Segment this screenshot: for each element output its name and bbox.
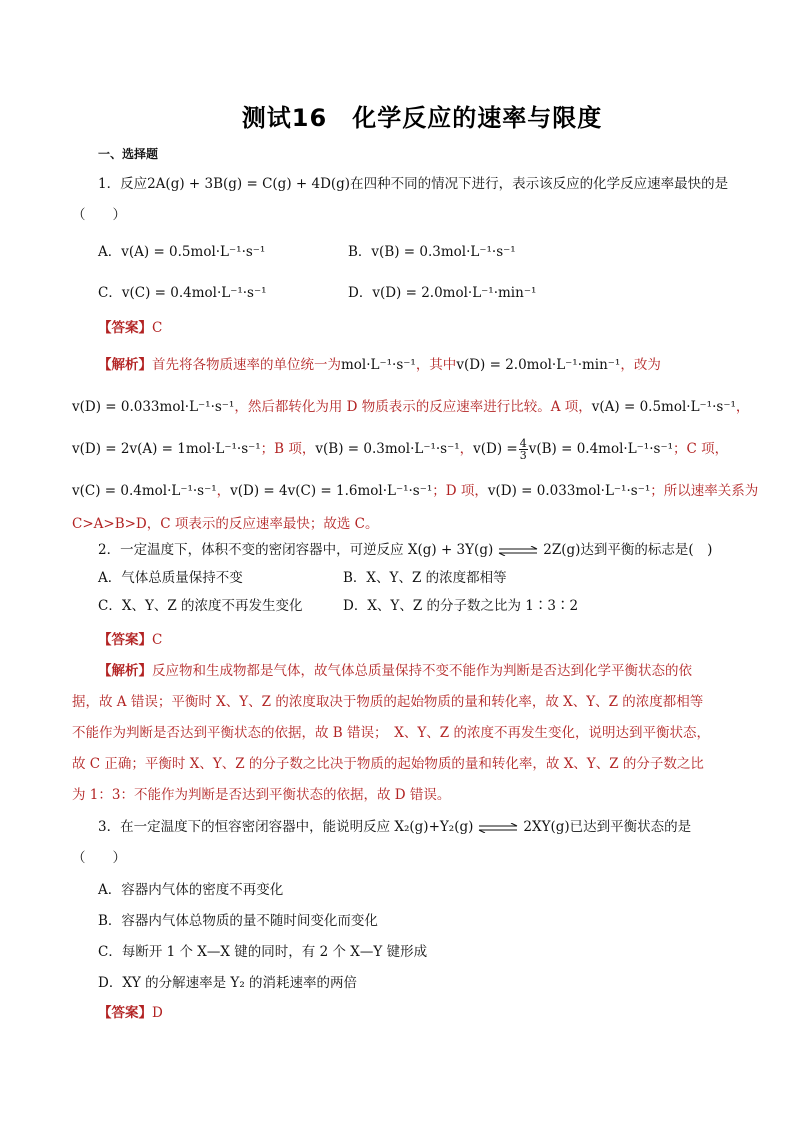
q2-analysis-line-3: 不能作为判断是否达到平衡状态的依据，故 B 错误； X、Y、Z 的浓度不再发生变化，说明达到平衡状态， xyxy=(72,725,710,741)
q2-a1: 反应物和生成物都是气体，故气体总质量保持不变不能作为判断是否达到化学平衡状态的依 xyxy=(152,663,692,679)
q3-paren: （ ） xyxy=(72,850,126,866)
q1-a3-expr3b: v(B) = 0.4mol·L⁻¹·s⁻¹ xyxy=(528,441,673,457)
q1-analysis-line-2 xyxy=(72,397,749,417)
q1-analysis-line-1 xyxy=(98,355,661,375)
q1-stem-tail: 在四种不同的情况下进行，表示该反应的化学反应速率最快的是 xyxy=(350,176,729,192)
q1-a3-d: ；C 项， xyxy=(672,441,729,457)
q2-answer-tag: 【答案】 xyxy=(98,632,152,648)
q1-a4-b: ， xyxy=(216,483,231,499)
q3-answer-value: D xyxy=(152,1005,163,1021)
q1-option-a xyxy=(98,242,265,262)
q1-option-b-label: B． xyxy=(348,244,372,260)
q1-a4-expr: v(C) = 0.4mol·L⁻¹·s⁻¹ xyxy=(72,483,217,499)
q1-a4-expr3: v(D) = 0.033mol·L⁻¹·s⁻¹ xyxy=(487,483,651,499)
q1-answer xyxy=(98,318,162,338)
q1-analysis-line-3 xyxy=(72,438,728,461)
q2-option-a: A．气体总质量保持不变 xyxy=(98,570,243,586)
q1-option-b-expr: v(B) = 0.3mol·L⁻¹·s⁻¹ xyxy=(371,244,516,260)
q3-stem xyxy=(98,817,691,837)
q2-analysis-line-4: 故 C 正确；平衡时 X、Y、Z 的分子数之比决于物质的起始物质的量和转化率，故 X、Y、Z 的分子数之比 xyxy=(72,756,704,772)
q1-analysis-line-5: C>A>B>D，C 项表示的反应速率最快；故选 C。 xyxy=(72,516,379,532)
equilibrium-arrow-icon xyxy=(497,546,539,556)
q1-a3-c: ， xyxy=(459,441,474,457)
q1-option-a-expr: v(A) = 0.5mol·L⁻¹·s⁻¹ xyxy=(121,244,266,260)
q2-analysis-line-5: 为 1：3：不能作为判断是否达到平衡状态的依据，故 D 错误。 xyxy=(72,787,451,803)
q1-option-d-expr: v(D) = 2.0mol·L⁻¹·min⁻¹ xyxy=(372,285,537,301)
q2-analysis-tag: 【解析】 xyxy=(98,663,152,679)
q1-a2-c: ， xyxy=(735,399,750,415)
q1-option-c-expr: v(C) = 0.4mol·L⁻¹·s⁻¹ xyxy=(121,285,267,301)
q3-option-c: C．每断开 1 个 X—X 键的同时，有 2 个 X—Y 键形成 xyxy=(98,944,428,960)
q1-a3-expr2: v(B) = 0.3mol·L⁻¹·s⁻¹ xyxy=(315,441,460,457)
equilibrium-arrow-icon xyxy=(477,823,519,833)
q2-answer-value: C xyxy=(152,632,163,648)
q3-option-b: B．容器内气体总物质的量不随时间变化而变化 xyxy=(98,913,378,929)
q1-a1-c: ，改为 xyxy=(620,357,661,373)
q3-answer-tag: 【答案】 xyxy=(98,1005,152,1021)
q1-stem xyxy=(98,174,728,194)
q1-a1-expr: v(D) = 2.0mol·L⁻¹·min⁻¹ xyxy=(456,357,621,373)
q2-analysis-line-2: 据，故 A 错误；平衡时 X、Y、Z 的浓度取决于物质的起始物质的量和转化率，故 X、Y、Z 的浓度都相等 xyxy=(72,694,704,710)
q1-analysis-tag: 【解析】 xyxy=(98,357,152,373)
q2-stem-lead: 2．一定温度下，体积不变的密闭容器中，可逆反应 X(g) + 3Y(g) xyxy=(98,542,494,558)
fraction-denominator: 3 xyxy=(519,449,527,462)
fraction xyxy=(519,438,528,461)
q1-option-b xyxy=(348,242,516,262)
q3-answer xyxy=(98,1003,163,1023)
q1-option-d xyxy=(348,283,536,303)
q2-stem-tail: 2Z(g)达到平衡的标志是( ) xyxy=(543,542,713,558)
q1-a2-expr2: v(A) = 0.5mol·L⁻¹·s⁻¹ xyxy=(591,399,736,415)
q3-option-d: D．XY 的分解速率是 Y₂ 的消耗速率的两倍 xyxy=(98,975,358,991)
q1-a3-b: ；B 项， xyxy=(260,441,316,457)
q1-stem-lead: 1．反应 xyxy=(98,176,148,192)
page-title: 测试16 化学反应的速率与限度 xyxy=(241,104,603,132)
q1-answer-tag: 【答案】 xyxy=(98,320,152,336)
q1-a2-b: ，然后都转化为用 D 物质表示的反应速率进行比较。A 项， xyxy=(234,399,592,415)
q2-stem xyxy=(98,540,712,560)
q3-option-a: A．容器内气体的密度不再变化 xyxy=(98,882,284,898)
q2-answer xyxy=(98,630,162,650)
q1-a4-d: ；所以速率关系为 xyxy=(650,483,759,499)
q1-a4-expr2: v(D) = 4v(C) = 1.6mol·L⁻¹·s⁻¹ xyxy=(230,483,433,499)
q1-option-d-label: D． xyxy=(348,285,373,301)
q2-analysis-line-1 xyxy=(98,661,692,681)
q1-a1-unit: mol·L⁻¹·s⁻¹ xyxy=(341,357,416,373)
q1-option-c xyxy=(98,283,267,303)
q2-option-c: C．X、Y、Z 的浓度不再发生变化 xyxy=(98,598,303,614)
q2-option-d: D．X、Y、Z 的分子数之比为 1∶3∶2 xyxy=(343,598,579,614)
q1-a1: 首先将各物质速率的单位统一为 xyxy=(152,357,341,373)
section-heading: 一、选择题 xyxy=(98,147,159,161)
q1-a3-expr: v(D) = 2v(A) = 1mol·L⁻¹·s⁻¹ xyxy=(72,441,261,457)
q1-option-c-label: C． xyxy=(98,285,122,301)
q1-analysis-line-4 xyxy=(72,481,758,501)
q1-answer-value: C xyxy=(152,320,163,336)
q1-a3-expr3a: v(D) = xyxy=(473,441,518,457)
q2-option-b: B．X、Y、Z 的浓度都相等 xyxy=(343,570,507,586)
fraction-numerator: 4 xyxy=(519,437,527,450)
q1-a2-expr: v(D) = 0.033mol·L⁻¹·s⁻¹ xyxy=(72,399,235,415)
q3-stem-lead: 3．在一定温度下的恒容密闭容器中，能说明反应 X₂(g)+Y₂(g) xyxy=(98,819,474,835)
q1-a1-b: ，其中 xyxy=(415,357,457,373)
q3-stem-tail: 2XY(g)已达到平衡状态的是 xyxy=(523,819,692,835)
q1-reaction: 2A(g) + 3B(g) = C(g) + 4D(g) xyxy=(147,176,351,192)
q1-option-a-label: A． xyxy=(98,244,122,260)
q1-paren: （ ） xyxy=(72,207,126,223)
q1-a4-c: ；D 项， xyxy=(432,483,488,499)
